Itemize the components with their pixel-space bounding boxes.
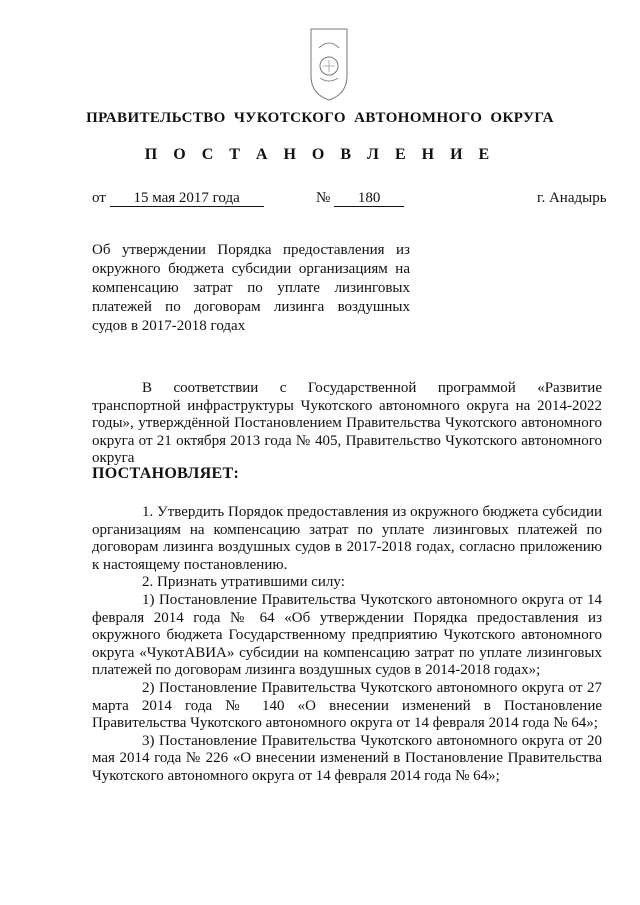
document-date <box>92 188 264 208</box>
document-city: г. Анадырь <box>537 190 607 206</box>
decree-item: 2) Постановление Правительства Чукотского автономного округа от 27 марта 2014 года № 140 «О внесении изменений в Постановление Правительства Чукотского автономного округа от 14 февраля 2014 года № 64»; <box>92 679 602 732</box>
coat-of-arms-emblem <box>309 26 349 102</box>
decree-item: 1. Утвердить Порядок предоставления из окружного бюджета субсидии организациям на компенсацию затрат по уплате лизинговых платежей по договорам лизинга воздушных судов в 2017-2018 годах, согласно приложению к настоящему постановлению. <box>92 504 602 573</box>
date-value: 15 мая 2017 года <box>110 191 264 207</box>
document-type-title: П О С Т А Н О В Л Е Н И Е <box>144 146 496 163</box>
decree-word: ПОСТАНОВЛЯЕТ: <box>92 465 240 482</box>
number-prefix: № <box>316 190 331 206</box>
number-value: 180 <box>334 191 404 207</box>
preamble-paragraph: В соответствии с Государственной программой «Развитие транспортной инфраструктуры Чукотского автономного округа на 2014-2022 годы», утверждённой Постановлением Правительства Чукотского автономного округа от 21 октября 2013 года № 405, Правительство Чукотского автономного округа <box>92 380 602 466</box>
decree-item: 2. Признать утратившими силу: <box>142 574 345 591</box>
date-prefix: от <box>92 190 106 206</box>
document-number <box>316 188 404 208</box>
decree-items <box>92 504 602 786</box>
decree-item: 3) Постановление Правительства Чукотского автономного округа от 20 мая 2014 года № 226 «О внесении изменений в Постановление Правительства Чукотского автономного округа от 14 февраля 2014 года № 64»; <box>92 732 602 784</box>
decree-item: 1) Постановление Правительства Чукотского автономного округа от 14 февраля 2014 года № 64 «Об утверждении Порядка предоставления из окружного бюджета Государственному предприятию Чукотского автономного округа «ЧукотАВИА» субсидии на компенсацию затрат по уплате лизинговых платежей по договорам лизинга воздушных судов в 2014-2018 годах»; <box>92 591 602 679</box>
government-title: ПРАВИТЕЛЬСТВО ЧУКОТСКОГО АВТОНОМНОГО ОКРУГА <box>86 110 554 126</box>
document-subject: Об утверждении Порядка предоставления из окружного бюджета субсидии организациям на компенсацию затрат по уплате лизинговых платежей по договорам лизинга воздушных судов в 2017-2018 годах <box>92 242 410 334</box>
